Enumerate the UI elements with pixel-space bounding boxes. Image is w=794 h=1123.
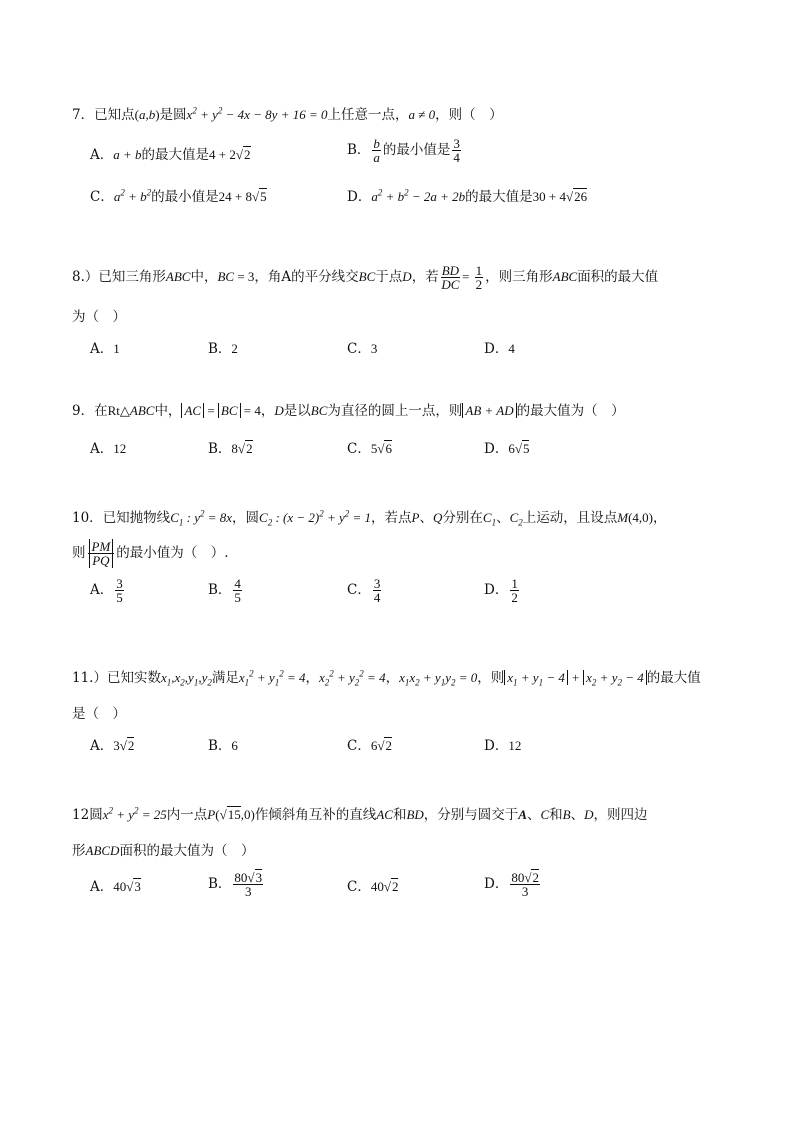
math-expression: B — [562, 807, 571, 822]
math-expression: $C_2$ — [509, 510, 523, 528]
fraction: $\frac{4}{5}$ — [234, 576, 241, 605]
math-expression: $x^2 + y^2 - 4x - 8y + 16 = 0$ — [186, 105, 328, 122]
question-stem — [72, 264, 732, 291]
math-expression: Q — [433, 510, 443, 525]
options-row — [72, 339, 732, 363]
option-b[interactable] — [208, 339, 238, 359]
option-b[interactable] — [347, 137, 463, 164]
option-label: B． — [347, 142, 371, 158]
option-label: C． — [347, 441, 371, 457]
math-expression: 3√2 — [113, 738, 135, 753]
option-label: A． — [90, 441, 114, 457]
option-label: C． — [347, 879, 371, 895]
question-10 — [72, 508, 732, 607]
option-value: 12 — [113, 441, 127, 456]
stem-text: 上运动，且设点 — [522, 510, 618, 526]
option-text: 的最小值是 — [382, 142, 451, 158]
math-expression: 40√3 — [113, 879, 141, 894]
math-expression: ABCD — [85, 843, 120, 858]
stem-text: ，若点 — [371, 510, 412, 526]
math-expression: D — [274, 403, 284, 418]
stem-text: 、 — [496, 510, 510, 526]
option-label: A． — [90, 879, 114, 895]
math-expression: 8√2 — [231, 441, 253, 456]
question-number: 11.） — [72, 670, 107, 686]
options-row — [72, 577, 732, 607]
question-8 — [72, 264, 732, 363]
stem-text: 的最大值 — [646, 670, 701, 686]
stem-text: 已知实数 — [106, 670, 161, 686]
math-expression: 6√5 — [508, 441, 530, 456]
fraction: $\frac{80√3}{3}$ — [234, 870, 263, 899]
option-a[interactable] — [90, 736, 134, 756]
option-c[interactable] — [347, 339, 377, 359]
stem-text: 形 — [72, 843, 86, 859]
math-expression: $x_1x_2 + y_1y_2 = 0$ — [399, 670, 478, 688]
math-expression: C — [540, 807, 550, 822]
option-text: 的最大值是 — [465, 189, 533, 205]
fraction: $\frac{PM}{PQ}$ — [88, 540, 115, 567]
math-expression: $x_1,x_2,y_1,y_2$ — [160, 670, 212, 688]
option-text: 的最大值是 — [141, 147, 210, 163]
math-expression: 24 + 8√5 — [218, 189, 267, 204]
math-expression: = 4 — [240, 403, 261, 418]
math-expression: A — [518, 807, 527, 822]
option-label: B． — [208, 441, 232, 457]
math-expression: $C_1$ — [482, 510, 497, 528]
option-a[interactable] — [90, 577, 126, 604]
math-expression: 4 + 2√2 — [209, 147, 251, 162]
stem-text: ，角A的平分线交 — [254, 269, 359, 285]
stem-text: ，则三角形 — [485, 269, 553, 285]
math-expression: BD — [406, 807, 424, 822]
option-a[interactable] — [90, 877, 141, 897]
stem-text: 于点 — [375, 269, 403, 285]
math-expression: AC — [376, 807, 393, 822]
option-value: 1 — [113, 341, 120, 356]
question-number: 12 — [72, 807, 90, 823]
option-value: 2 — [231, 341, 238, 356]
math-expression: $a^2 + b^2 - 2a + 2b$ — [371, 187, 466, 204]
math-expression: $a^2 + b^2$ — [113, 187, 152, 204]
question-number: 7． — [72, 107, 95, 123]
fraction: $\frac{BD}{DC}$ — [441, 263, 460, 292]
question-stem — [72, 105, 732, 125]
math-expression: BC — [310, 403, 328, 418]
option-d[interactable] — [484, 736, 521, 756]
stem-text: 面积的最大值为（ ） — [119, 843, 255, 859]
math-expression: 6√2 — [370, 738, 392, 753]
fraction: $\frac{3}{5}$ — [116, 576, 123, 605]
math-expression: = 3 — [234, 269, 255, 284]
option-value: 4 — [508, 341, 515, 356]
option-a[interactable] — [90, 145, 251, 165]
math-expression: ABC — [165, 269, 191, 284]
stem-continuation: 是（ ） — [72, 706, 126, 722]
stem-text: 内一点 — [166, 807, 208, 823]
question-number: 9． — [72, 403, 95, 419]
option-d[interactable] — [347, 187, 587, 207]
stem-text: 中， — [190, 269, 218, 285]
question-9 — [72, 401, 732, 463]
option-d[interactable] — [484, 871, 542, 898]
math-expression: AB + AD — [462, 403, 516, 418]
math-expression: (√15,0) — [215, 807, 255, 822]
stem-text: 在 — [94, 403, 108, 419]
stem-text: 的最大值为（ ） — [516, 403, 625, 419]
option-label: A． — [90, 147, 114, 163]
stem-text: ，则 — [477, 670, 505, 686]
stem-text: 分别在 — [442, 510, 483, 526]
question-12 — [72, 805, 732, 903]
stem-text: ，圆 — [232, 510, 260, 526]
stem-text: 和 — [549, 807, 563, 823]
option-value: 3 — [370, 341, 378, 356]
stem-text: ，若 — [411, 269, 439, 285]
math-expression: M — [617, 510, 629, 525]
math-expression: D — [584, 807, 594, 822]
option-c[interactable] — [347, 877, 398, 897]
stem-text: 和 — [392, 807, 407, 823]
stem-text: 、 — [419, 510, 433, 526]
option-label: C． — [90, 189, 114, 205]
option-label: D． — [347, 189, 372, 205]
math-expression: (4,0) — [628, 510, 653, 525]
stem-text: ，分别与圆交于 — [423, 807, 519, 823]
stem-text: ，则（ ） — [435, 107, 503, 123]
stem-text: 中， — [154, 403, 182, 419]
stem-continuation — [72, 841, 732, 861]
fraction: $\frac{b}{a}$ — [373, 136, 380, 165]
option-value: 6 — [231, 738, 238, 753]
option-b[interactable] — [208, 736, 238, 756]
option-label: D． — [484, 341, 509, 357]
stem-text: 的最小值为（ ）. — [116, 545, 229, 561]
math-expression: 5√6 — [370, 441, 392, 456]
fraction: $\frac{3}{4}$ — [453, 136, 460, 165]
math-expression: (a,b) — [134, 107, 160, 122]
stem-text: ， — [653, 510, 667, 526]
option-a[interactable] — [90, 439, 126, 459]
math-expression: $x_1 + y_1 - 4 + x_2 + y_2 - 4$ — [504, 670, 647, 685]
stem-text: 上任意一点， — [327, 107, 409, 123]
option-label: C． — [347, 341, 371, 357]
option-label: A． — [90, 738, 114, 754]
options-row — [72, 439, 732, 463]
math-expression: D — [402, 269, 412, 284]
math-expression: 30 + 4√26 — [532, 189, 588, 204]
math-expression: $C_2$ : $(x - 2)^2 + y^2 = 1$ — [259, 508, 372, 528]
math-expression: $C_1$ : $y^2 = 8x$ — [170, 508, 233, 528]
math-expression: $x_1^2 + y_1^2 = 4$ — [238, 668, 306, 688]
options-row — [72, 136, 732, 169]
stem-continuation: 为（ ） — [72, 309, 126, 325]
fraction: $\frac{80√2}{3}$ — [511, 870, 539, 899]
math-expression: Rt△ABC — [107, 403, 155, 418]
option-label: C． — [347, 582, 371, 598]
option-label: B． — [208, 582, 232, 598]
question-stem — [72, 668, 732, 688]
option-d[interactable] — [484, 439, 529, 459]
option-label: B． — [208, 738, 232, 754]
math-expression: $x_2^2 + y_2^2 = 4$ — [318, 668, 386, 688]
option-label: B． — [208, 341, 232, 357]
stem-text: 圆 — [89, 807, 103, 823]
math-expression: 40√2 — [370, 879, 399, 894]
option-label: D． — [484, 582, 509, 598]
math-expression: a ≠ 0 — [408, 107, 436, 122]
option-d[interactable] — [484, 339, 515, 359]
stem-text: 是圆 — [159, 107, 187, 123]
options-row — [72, 187, 732, 211]
option-label: D． — [484, 876, 509, 892]
stem-text: 面积的最大值 — [577, 269, 659, 285]
fraction: $\frac{1}{2}$ — [475, 263, 483, 292]
stem-text: 为直径的圆上一点，则 — [327, 403, 463, 419]
math-expression: P — [207, 807, 216, 822]
option-c[interactable] — [347, 577, 383, 604]
question-stem — [72, 805, 732, 825]
option-label: D． — [484, 441, 509, 457]
math-expression: = — [462, 269, 473, 284]
option-a[interactable] — [90, 339, 120, 359]
stem-text: 、 — [570, 807, 585, 823]
math-expression: $x^2 + y^2 = 25$ — [102, 805, 167, 822]
stem-text: ，则四边 — [593, 807, 648, 823]
math-expression: BC — [358, 269, 376, 284]
options-row — [72, 736, 732, 760]
option-value: 12 — [508, 738, 522, 753]
option-label: C． — [347, 738, 371, 754]
math-expression: P — [411, 510, 420, 525]
option-text: 的最小值是 — [151, 189, 219, 205]
option-label: D． — [484, 738, 509, 754]
math-expression: BC — [217, 269, 235, 284]
stem-text: 已知抛物线 — [102, 510, 171, 526]
fraction: $\frac{1}{2}$ — [511, 576, 518, 605]
options-row — [72, 871, 732, 903]
stem-text: ， — [305, 670, 319, 686]
question-11 — [72, 668, 732, 760]
stem-continuation — [72, 540, 732, 567]
stem-text: 已知点 — [94, 107, 135, 123]
question-stem — [72, 401, 732, 421]
option-label: A． — [90, 582, 114, 598]
option-c[interactable] — [347, 736, 392, 756]
option-c[interactable] — [347, 439, 392, 459]
math-expression: BC — [218, 403, 241, 418]
option-d[interactable] — [484, 577, 521, 604]
math-expression: a + b — [113, 147, 142, 162]
question-number: 10． — [72, 510, 103, 526]
stem-text: 、 — [526, 807, 541, 823]
option-c[interactable] — [90, 187, 267, 207]
question-stem — [72, 508, 732, 528]
question-number: 8.） — [72, 269, 99, 285]
option-label: A． — [90, 341, 114, 357]
stem-text: 已知三角形 — [98, 269, 166, 285]
option-b[interactable] — [208, 871, 265, 898]
stem-text: 是以 — [283, 403, 311, 419]
option-label: B． — [208, 876, 232, 892]
stem-text: 则 — [72, 545, 86, 561]
fraction: $\frac{3}{4}$ — [373, 576, 381, 605]
question-7 — [72, 105, 732, 211]
stem-text: 满足 — [211, 670, 239, 686]
stem-text: ， — [385, 670, 400, 686]
option-b[interactable] — [208, 577, 244, 604]
math-expression: ABC — [552, 269, 578, 284]
math-expression: = — [204, 403, 218, 418]
stem-text: 作倾斜角互补的直线 — [254, 807, 377, 823]
stem-text: ， — [260, 403, 275, 419]
math-expression: AC — [181, 403, 204, 418]
option-b[interactable] — [208, 439, 253, 459]
